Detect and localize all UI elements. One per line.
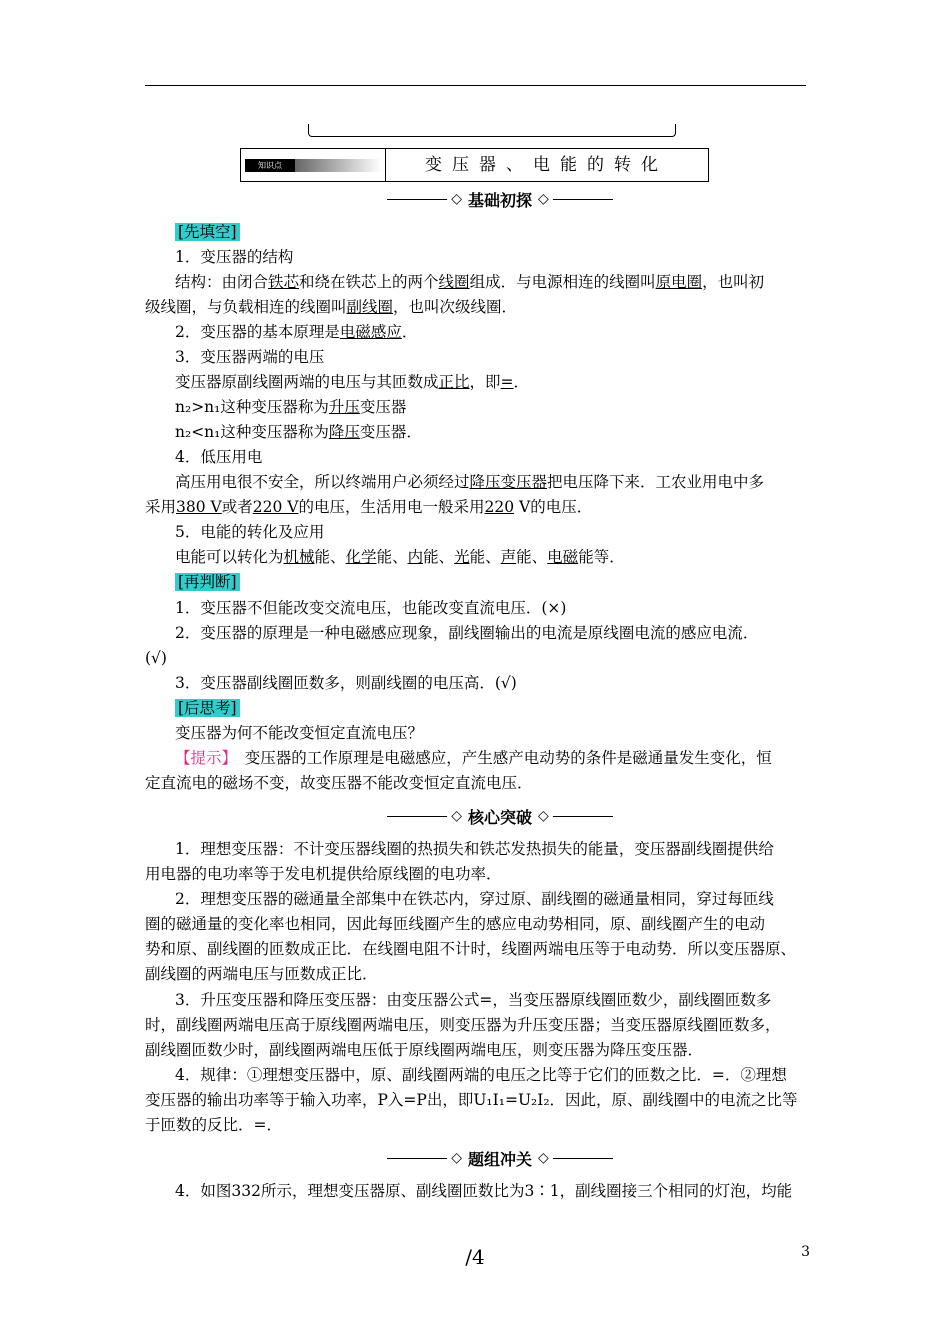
paragraph: 1．变压器的结构 [175, 248, 294, 266]
text: ． [401, 323, 418, 341]
text: ，即 [469, 373, 501, 391]
section-basic-heading [375, 188, 625, 210]
answer-blank: 副线圈 [346, 298, 394, 316]
exercise: 4．如图332所示，理想变压器原、副线圈匝数比为3∶1，副线圈接三个相同的灯泡，均能 [175, 1182, 793, 1200]
section-rule-right [553, 816, 613, 817]
tip-paragraph [175, 746, 806, 770]
text: 高压用电很不安全，所以终端用户必须经过 [175, 473, 470, 491]
footer-center: /4 [465, 1245, 485, 1269]
text: 能、 [376, 548, 408, 566]
diamond-icon: ◇ [538, 808, 549, 824]
judge-item: 2．变压器的原理是一种电磁感应现象，副线圈输出的电流是原线圈电流的感应电流． [175, 624, 759, 642]
paragraph: 4．规律：①理想变压器中，原、副线圈两端的电压之比等于它们的匝数之比．=．②理想 [175, 1066, 787, 1084]
section-rule-left [387, 816, 447, 817]
knowledge-point-label: 知识点 [245, 159, 295, 172]
knowledge-point-box [240, 148, 709, 182]
question: 变压器为何不能改变恒定直流电压？ [175, 724, 424, 742]
answer-blank: 电磁 [547, 548, 579, 566]
paragraph [145, 295, 806, 319]
text: 变压器原副线圈两端的电压与其匝数成 [175, 373, 439, 391]
answer-blank: 铁芯 [268, 273, 300, 291]
bracket-decoration [308, 124, 676, 137]
paragraph [145, 495, 806, 519]
paragraph [175, 270, 806, 294]
tip-label: 【提示】 [175, 749, 230, 767]
paragraph [175, 420, 806, 444]
tag-label: [后思考] [175, 699, 240, 717]
paragraph [175, 320, 806, 344]
answer-blank: = [500, 373, 514, 391]
answer-blank: 化学 [345, 548, 377, 566]
text: n₂<n₁这种变压器称为 [175, 423, 329, 441]
answer-blank: 降压 [328, 423, 360, 441]
knowledge-point-label-fade [295, 159, 381, 172]
diamond-icon: ◇ [451, 191, 462, 207]
answer-blank: 原电圈 [655, 273, 703, 291]
text: n₂>n₁这种变压器称为 [175, 398, 329, 416]
text: 结构：由闭合 [175, 273, 269, 291]
text: 能、 [469, 548, 501, 566]
paragraph [175, 395, 806, 419]
text: 变压器 [359, 398, 407, 416]
tip-paragraph: 定直流电的磁场不变，故变压器不能改变恒定直流电压． [145, 774, 533, 792]
text: 能等． [578, 548, 625, 566]
paragraph: 圈的磁通量的变化率也相同，因此每匝线圈产生的感应电动势相同，原、副线圈产生的电动 [145, 915, 766, 933]
paragraph: 用电器的电功率等于发电机提供给原线圈的电功率． [145, 865, 502, 883]
tag-fill [175, 220, 806, 244]
paragraph: 变压器的输出功率等于输入功率，P入=P出，即U₁I₁=U₂I₂．因此，原、副线圈中的电流之比等 [145, 1091, 798, 1109]
text: 能、 [423, 548, 455, 566]
text: 的电压，生活用电一般采用 [298, 498, 485, 516]
text: 组成．与电源相连的线圈叫 [469, 273, 656, 291]
section-rule-left [387, 1158, 447, 1159]
text: ，也叫次级线圈． [393, 298, 518, 316]
section-practice-heading [375, 1147, 625, 1169]
answer-blank: 220 [484, 498, 515, 516]
tag-label: [先填空] [175, 223, 240, 241]
answer-blank: 光 [454, 548, 470, 566]
paragraph [175, 545, 806, 569]
judge-item: 1．变压器不但能改变交流电压，也能改变直流电压．(×) [175, 599, 567, 617]
answer-blank: 声 [500, 548, 517, 566]
paragraph [175, 370, 806, 394]
judge-item-cont: (√) [145, 649, 167, 667]
diamond-icon: ◇ [451, 1150, 462, 1166]
paragraph: 1．理想变压器：不计变压器线圈的热损失和铁芯发热损失的能量，变压器副线圈提供给 [175, 840, 774, 858]
answer-blank: 220 V [252, 498, 299, 516]
text: 采用 [145, 498, 177, 516]
paragraph: 于匝数的反比．=． [145, 1116, 282, 1134]
answer-blank: 机械 [283, 548, 315, 566]
section-title: 核心突破 [467, 807, 532, 827]
text: 变压器． [359, 423, 422, 441]
answer-blank: 电磁感应 [339, 323, 402, 341]
answer-blank: 380 V [176, 498, 222, 516]
tag-judge [175, 570, 806, 594]
section-core-heading [375, 805, 625, 827]
paragraph: 副线圈匝数少时，副线圈两端电压低于原线圈两端电压，则变压器为降压变压器． [145, 1041, 704, 1059]
paragraph: 3．变压器两端的电压 [175, 348, 325, 366]
answer-blank: 降压变压器 [469, 473, 548, 491]
text: 和绕在铁芯上的两个 [299, 273, 439, 291]
tag-think [175, 696, 806, 720]
text: ，也叫初 [702, 273, 765, 291]
text: 变压器的工作原理是电磁感应，产生感产电动势的条件是磁通量发生变化，恒 [229, 749, 772, 767]
text: V的电压． [514, 498, 593, 516]
paragraph: 4．低压用电 [175, 448, 263, 466]
diamond-icon: ◇ [538, 191, 549, 207]
text: 把电压降下来．工农业用电中多 [547, 473, 765, 491]
text: 级线圈，与负载相连的线圈叫 [145, 298, 347, 316]
text: 能、 [314, 548, 346, 566]
paragraph [175, 470, 806, 494]
paragraph: 5．电能的转化及应用 [175, 523, 325, 541]
paragraph: 副线圈的两端电压与匝数成正比． [145, 965, 378, 983]
section-rule-left [387, 199, 447, 200]
answer-blank: 内 [407, 548, 424, 566]
judge-item: 3．变压器副线圈匝数多，则副线圈的电压高．(√) [175, 674, 517, 692]
page-number: 3 [801, 1244, 810, 1260]
tag-label: [再判断] [175, 573, 240, 591]
text: 电能可以转化为 [175, 548, 284, 566]
answer-blank: 升压 [328, 398, 360, 416]
section-rule-right [553, 1158, 613, 1159]
paragraph: 势和原、副线圈的匝数成正比．在线圈电阻不计时，线圈两端电压等于电动势．所以变压器原、 [145, 940, 797, 958]
diamond-icon: ◇ [451, 808, 462, 824]
paragraph: 时，副线圈两端电压高于原线圈两端电压，则变压器为升压变压器；当变压器原线圈匝数多， [145, 1016, 781, 1034]
paragraph: 2．理想变压器的磁通量全部集中在铁芯内，穿过原、副线圈的磁通量相同，穿过每匝线 [175, 890, 774, 908]
header-title: 变压器、电能的转化 [425, 155, 668, 175]
text: ． [513, 373, 530, 391]
text: 2．变压器的基本原理是 [175, 323, 340, 341]
text: 或者 [221, 498, 253, 516]
answer-blank: 线圈 [438, 273, 470, 291]
section-title: 题组冲关 [467, 1149, 532, 1169]
diamond-icon: ◇ [538, 1150, 549, 1166]
section-title: 基础初探 [467, 190, 532, 210]
answer-blank: 正比 [438, 373, 470, 391]
header-rule [145, 85, 806, 86]
paragraph: 3．升压变压器和降压变压器：由变压器公式=，当变压器原线圈匝数少，副线圈匝数多 [175, 991, 772, 1009]
text: 能、 [516, 548, 548, 566]
section-rule-right [553, 199, 613, 200]
